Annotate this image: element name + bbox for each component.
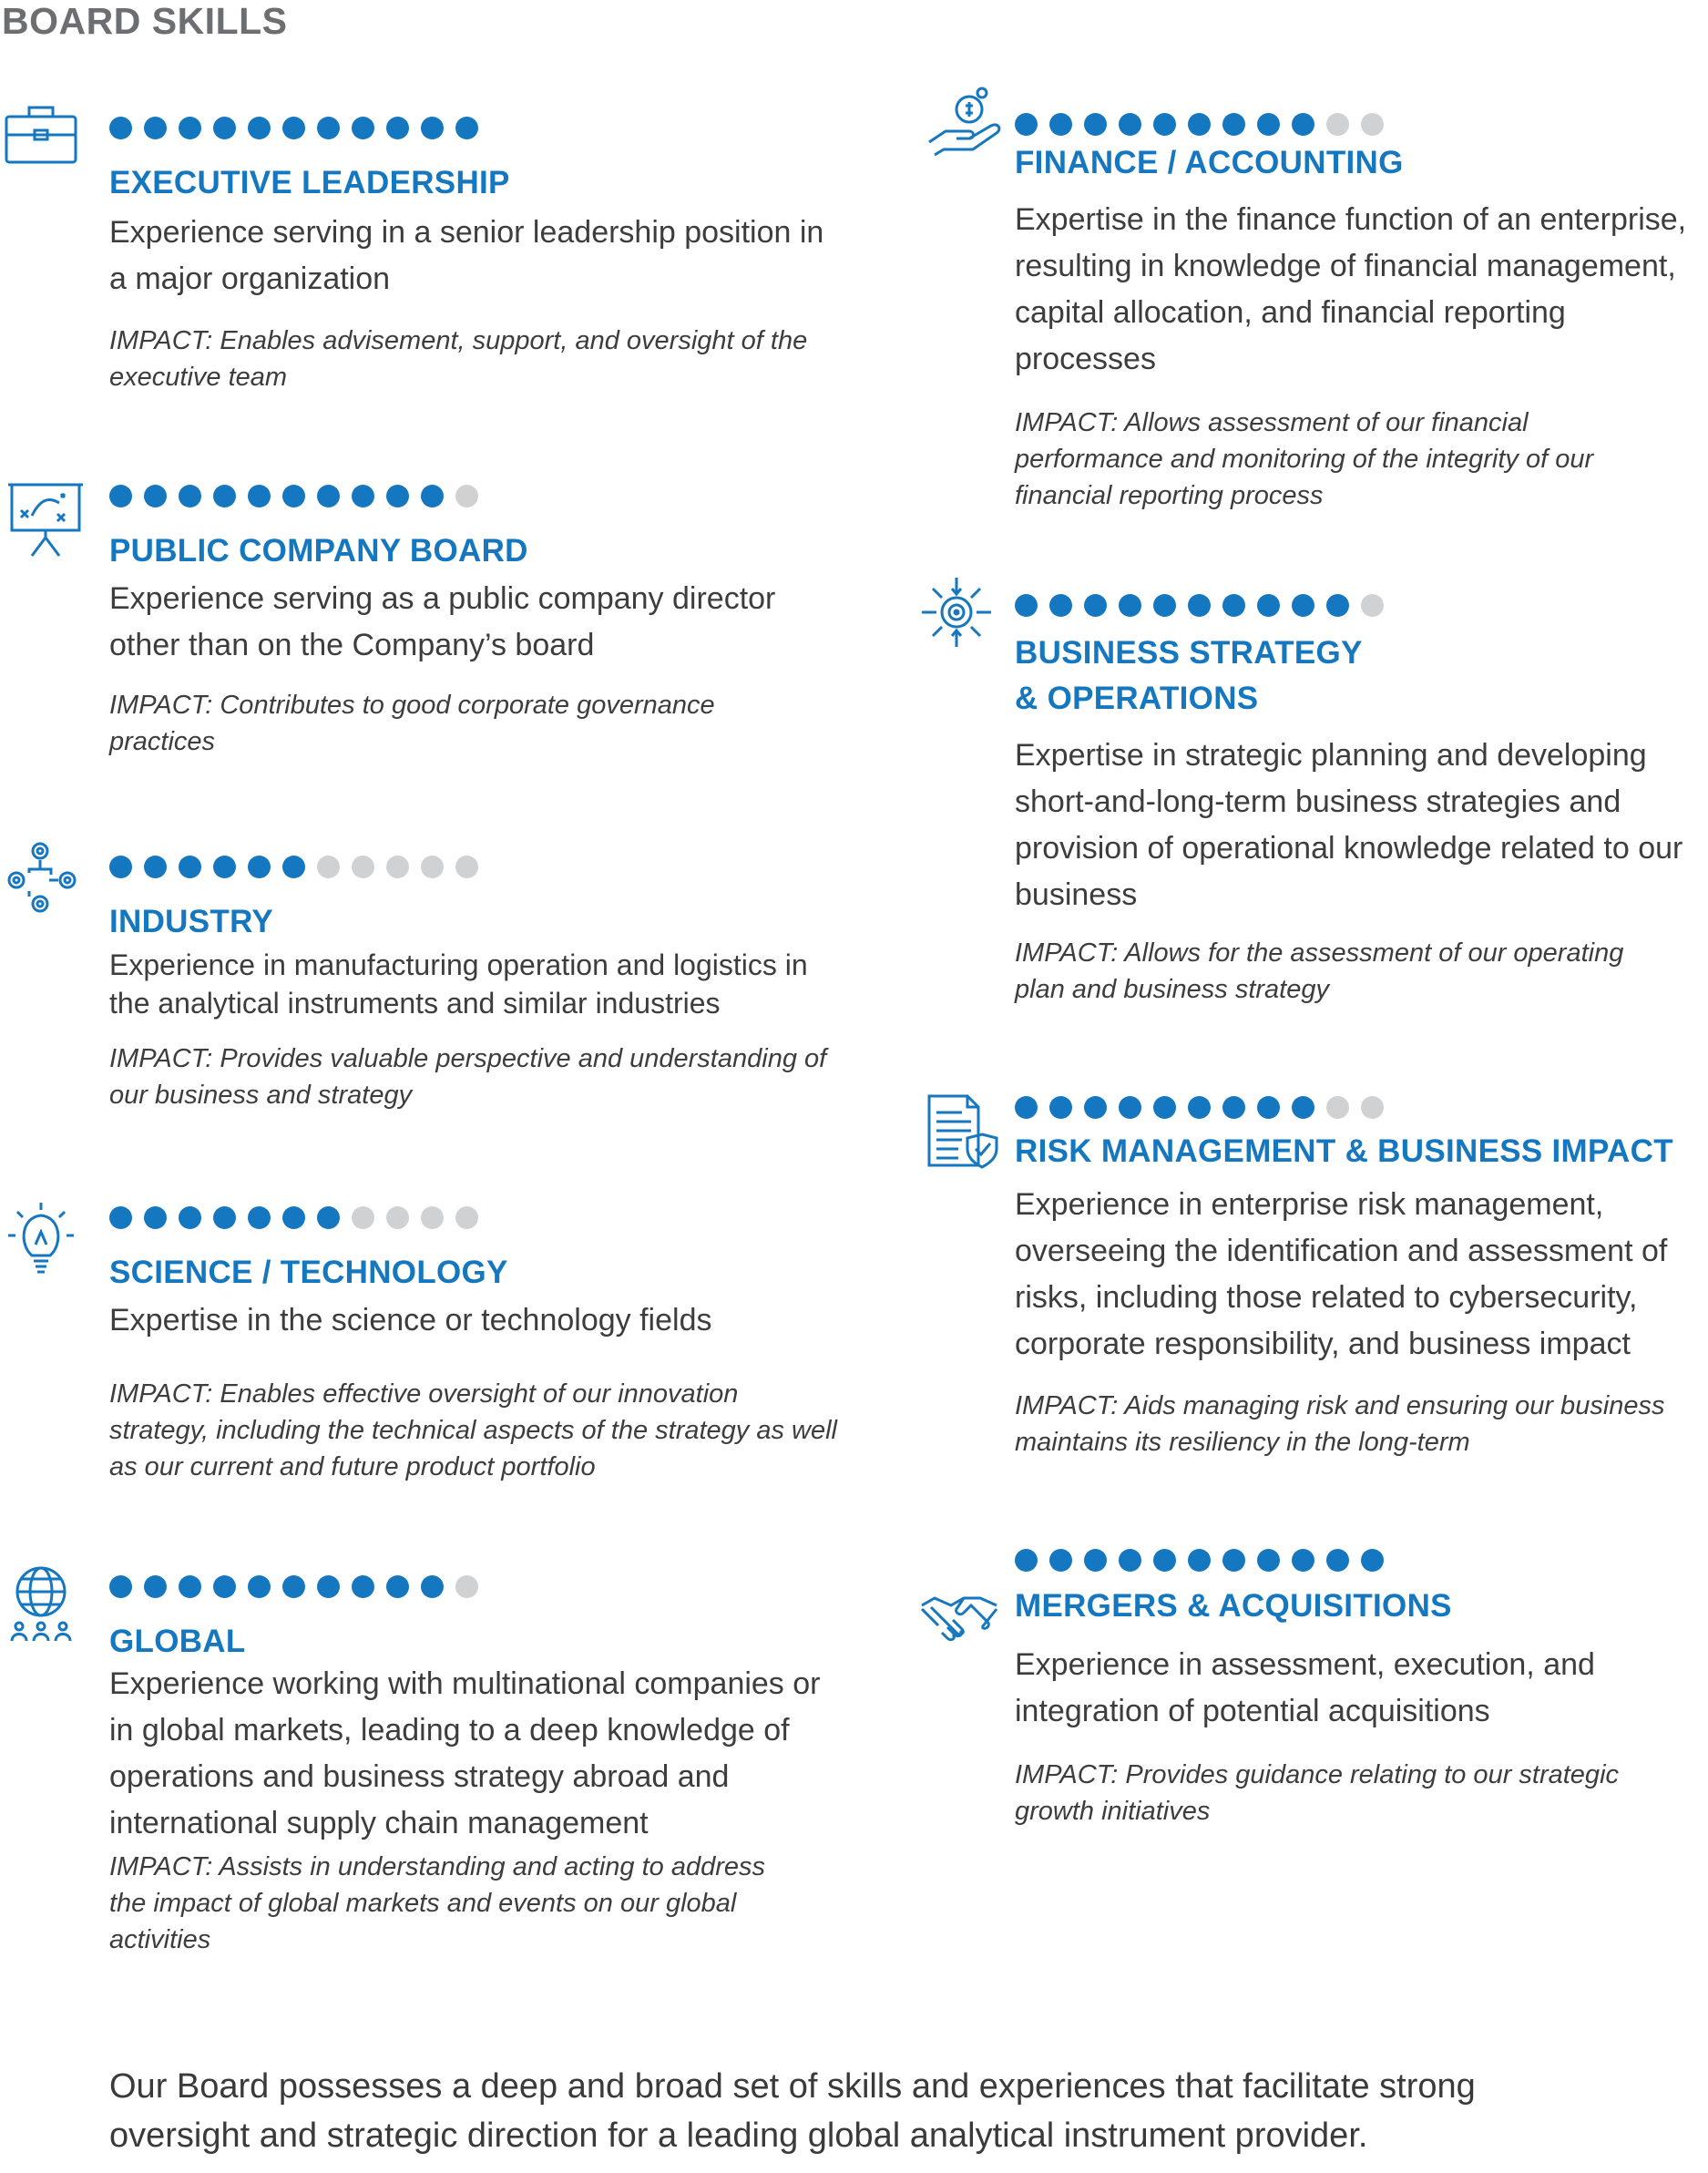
rating-dot-filled xyxy=(1153,113,1176,136)
rating-dot-filled xyxy=(1188,1549,1211,1572)
rating-dot-filled xyxy=(282,856,305,878)
rating-dot-filled xyxy=(1084,1096,1107,1119)
rating-dot-filled xyxy=(1292,1096,1314,1119)
rating-dots xyxy=(109,856,490,879)
skill-description: Expertise in the science or technology fields xyxy=(109,1303,712,1338)
rating-dot-filled xyxy=(248,1575,271,1598)
rating-dot-filled xyxy=(213,117,236,139)
rating-dot-filled xyxy=(1257,1549,1280,1572)
rating-dot-filled xyxy=(144,856,167,878)
presentation-board-icon xyxy=(5,477,87,559)
rating-dot-filled xyxy=(213,485,236,507)
skill-description: Experience serving as a public company director other than on the Company’s board xyxy=(109,581,776,662)
rating-dot-empty xyxy=(455,1575,478,1598)
skill-impact: IMPACT: Enables advisement, support, and oversight of the executive team xyxy=(109,326,808,392)
rating-dot-filled xyxy=(1015,594,1038,617)
rating-dot-filled xyxy=(1292,1549,1314,1572)
rating-dot-filled xyxy=(179,117,201,139)
rating-dot-filled xyxy=(1084,1549,1107,1572)
skill-impact: IMPACT: Provides valuable perspective and understanding of our business and strategy xyxy=(109,1044,827,1110)
rating-dot-filled xyxy=(1119,113,1141,136)
target-arrows-icon xyxy=(920,576,1002,658)
skill-description: Experience in manufacturing operation and logistics in the analytical instruments and similar industries xyxy=(109,948,808,1020)
rating-dot-filled xyxy=(109,1206,132,1229)
skill-description: Experience serving in a senior leadership position in a major organization xyxy=(109,215,824,296)
rating-dot-filled xyxy=(1292,113,1314,136)
rating-dot-empty xyxy=(352,1206,374,1229)
rating-dot-filled xyxy=(352,485,374,507)
rating-dot-filled xyxy=(109,1575,132,1598)
rating-dot-filled xyxy=(317,485,340,507)
board-summary: Our Board possesses a deep and broad set of skills and experiences that facilitate strong oversight and strategic direction for a leading global analytical instrument provider. xyxy=(109,2067,1476,2155)
skill-description: Experience working with multinational companies or in global markets, leading to a deep knowledge of operations and business strategy abroad and international supply chain management xyxy=(109,1666,821,1840)
hand-money-icon xyxy=(926,86,1007,168)
rating-dot-filled xyxy=(1292,594,1314,617)
rating-dot-filled xyxy=(144,1575,167,1598)
rating-dot-filled xyxy=(248,1206,271,1229)
rating-dot-empty xyxy=(455,1206,478,1229)
globe-people-icon xyxy=(5,1563,87,1645)
skill-title: SCIENCE / TECHNOLOGY xyxy=(109,1255,508,1290)
skill-title xyxy=(1015,630,1708,722)
handshake-icon xyxy=(920,1585,1002,1667)
rating-dot-filled xyxy=(1188,594,1211,617)
rating-dot-filled xyxy=(144,1206,167,1229)
rating-dot-filled xyxy=(1084,594,1107,617)
rating-dot-filled xyxy=(1222,1096,1245,1119)
document-shield-icon xyxy=(926,1092,1007,1174)
rating-dot-filled xyxy=(1257,594,1280,617)
skill-impact: IMPACT: Contributes to good corporate governance practices xyxy=(109,691,715,756)
rating-dot-empty xyxy=(421,1206,444,1229)
rating-dot-empty xyxy=(1361,113,1384,136)
rating-dot-filled xyxy=(1119,594,1141,617)
skill-title: FINANCE / ACCOUNTING xyxy=(1015,145,1404,180)
rating-dot-filled xyxy=(1222,1549,1245,1572)
rating-dot-filled xyxy=(386,117,409,139)
rating-dot-filled xyxy=(1153,594,1176,617)
rating-dot-filled xyxy=(282,1575,305,1598)
skill-title: RISK MANAGEMENT & BUSINESS IMPACT xyxy=(1015,1133,1673,1169)
gears-icon xyxy=(4,838,86,920)
rating-dot-filled xyxy=(455,117,478,139)
skill-impact: IMPACT: Allows assessment of our financial performance and monitoring of the integrity of our financial reporting process xyxy=(1015,408,1594,510)
rating-dot-filled xyxy=(179,1575,201,1598)
rating-dot-empty xyxy=(1326,1096,1349,1119)
rating-dot-empty xyxy=(317,856,340,878)
rating-dot-empty xyxy=(352,856,374,878)
rating-dot-filled xyxy=(179,485,201,507)
skill-title: MERGERS & ACQUISITIONS xyxy=(1015,1588,1452,1624)
rating-dot-filled xyxy=(1049,1096,1072,1119)
rating-dot-empty xyxy=(1361,1096,1384,1119)
skill-description: Expertise in strategic planning and developing short-and-long-term business strategies and provision of operational knowledge related to our business xyxy=(1015,738,1683,912)
rating-dot-filled xyxy=(421,485,444,507)
rating-dots xyxy=(1015,113,1396,137)
skill-impact: IMPACT: Aids managing risk and ensuring our business maintains its resiliency in the long-term xyxy=(1015,1391,1665,1457)
rating-dot-filled xyxy=(1222,594,1245,617)
skill-title: GLOBAL xyxy=(109,1624,246,1659)
rating-dot-empty xyxy=(1361,594,1384,617)
rating-dot-filled xyxy=(1257,1096,1280,1119)
skill-description: Expertise in the finance function of an enterprise, resulting in knowledge of financial management, capital allocation, and financial reporting processes xyxy=(1015,202,1687,376)
rating-dot-filled xyxy=(1188,113,1211,136)
rating-dot-filled xyxy=(1015,113,1038,136)
rating-dot-filled xyxy=(282,117,305,139)
rating-dots xyxy=(1015,594,1396,618)
rating-dot-filled xyxy=(144,485,167,507)
rating-dot-empty xyxy=(1326,113,1349,136)
rating-dot-filled xyxy=(421,1575,444,1598)
rating-dot-empty xyxy=(421,856,444,878)
rating-dot-filled xyxy=(386,1575,409,1598)
rating-dot-filled xyxy=(213,1206,236,1229)
rating-dot-filled xyxy=(317,117,340,139)
skill-impact: IMPACT: Allows for the assessment of our operating plan and business strategy xyxy=(1015,938,1624,1004)
rating-dot-filled xyxy=(144,117,167,139)
rating-dot-filled xyxy=(179,856,201,878)
rating-dot-filled xyxy=(282,1206,305,1229)
page-title: BOARD SKILLS xyxy=(2,0,288,42)
rating-dot-filled xyxy=(1119,1549,1141,1572)
rating-dot-filled xyxy=(1257,113,1280,136)
rating-dot-filled xyxy=(1084,113,1107,136)
rating-dot-filled xyxy=(109,856,132,878)
rating-dot-filled xyxy=(1326,1549,1349,1572)
rating-dot-filled xyxy=(248,117,271,139)
rating-dot-filled xyxy=(317,1206,340,1229)
rating-dot-filled xyxy=(248,856,271,878)
skill-description: Experience in enterprise risk management, overseeing the identification and assessment of risks, including those related to cybersecurity, corporate responsibility, and business impact xyxy=(1015,1187,1668,1361)
skill-title-line: BUSINESS STRATEGY xyxy=(1015,635,1363,671)
skill-title: INDUSTRY xyxy=(109,904,273,939)
skill-title: PUBLIC COMPANY BOARD xyxy=(109,533,528,569)
rating-dot-filled xyxy=(1361,1549,1384,1572)
rating-dot-filled xyxy=(1188,1096,1211,1119)
rating-dot-filled xyxy=(1049,113,1072,136)
rating-dots xyxy=(1015,1549,1396,1573)
rating-dot-filled xyxy=(1119,1096,1141,1119)
lightbulb-icon xyxy=(5,1199,87,1281)
rating-dot-filled xyxy=(1153,1549,1176,1572)
skill-description: Experience in assessment, execution, and integration of potential acquisitions xyxy=(1015,1647,1595,1728)
rating-dots xyxy=(109,485,490,508)
rating-dot-filled xyxy=(317,1575,340,1598)
rating-dot-filled xyxy=(1049,594,1072,617)
rating-dot-filled xyxy=(1015,1096,1038,1119)
rating-dot-empty xyxy=(455,856,478,878)
rating-dot-filled xyxy=(1326,594,1349,617)
rating-dot-empty xyxy=(455,485,478,507)
rating-dot-filled xyxy=(213,856,236,878)
rating-dots xyxy=(109,1206,490,1230)
rating-dot-filled xyxy=(282,485,305,507)
rating-dot-filled xyxy=(213,1575,236,1598)
rating-dot-empty xyxy=(386,856,409,878)
skill-impact: IMPACT: Assists in understanding and acting to address the impact of global markets and events on our global activities xyxy=(109,1852,765,1954)
rating-dot-filled xyxy=(109,485,132,507)
skill-impact: IMPACT: Enables effective oversight of our innovation strategy, including the technical aspects of the strategy as well as our current and future product portfolio xyxy=(109,1379,838,1481)
rating-dots xyxy=(1015,1096,1396,1120)
rating-dot-filled xyxy=(1153,1096,1176,1119)
rating-dot-filled xyxy=(248,485,271,507)
rating-dot-filled xyxy=(352,1575,374,1598)
rating-dot-filled xyxy=(386,485,409,507)
skill-impact: IMPACT: Provides guidance relating to our strategic growth initiatives xyxy=(1015,1760,1620,1826)
rating-dots xyxy=(109,117,490,140)
rating-dot-filled xyxy=(1222,113,1245,136)
rating-dot-filled xyxy=(179,1206,201,1229)
briefcase-icon xyxy=(2,97,84,179)
rating-dot-filled xyxy=(1049,1549,1072,1572)
rating-dot-filled xyxy=(352,117,374,139)
rating-dot-filled xyxy=(109,117,132,139)
rating-dot-filled xyxy=(421,117,444,139)
skill-title-line: & OPERATIONS xyxy=(1015,681,1259,716)
rating-dot-filled xyxy=(1015,1549,1038,1572)
rating-dot-empty xyxy=(386,1206,409,1229)
skill-title: EXECUTIVE LEADERSHIP xyxy=(109,165,510,200)
rating-dots xyxy=(109,1575,490,1599)
